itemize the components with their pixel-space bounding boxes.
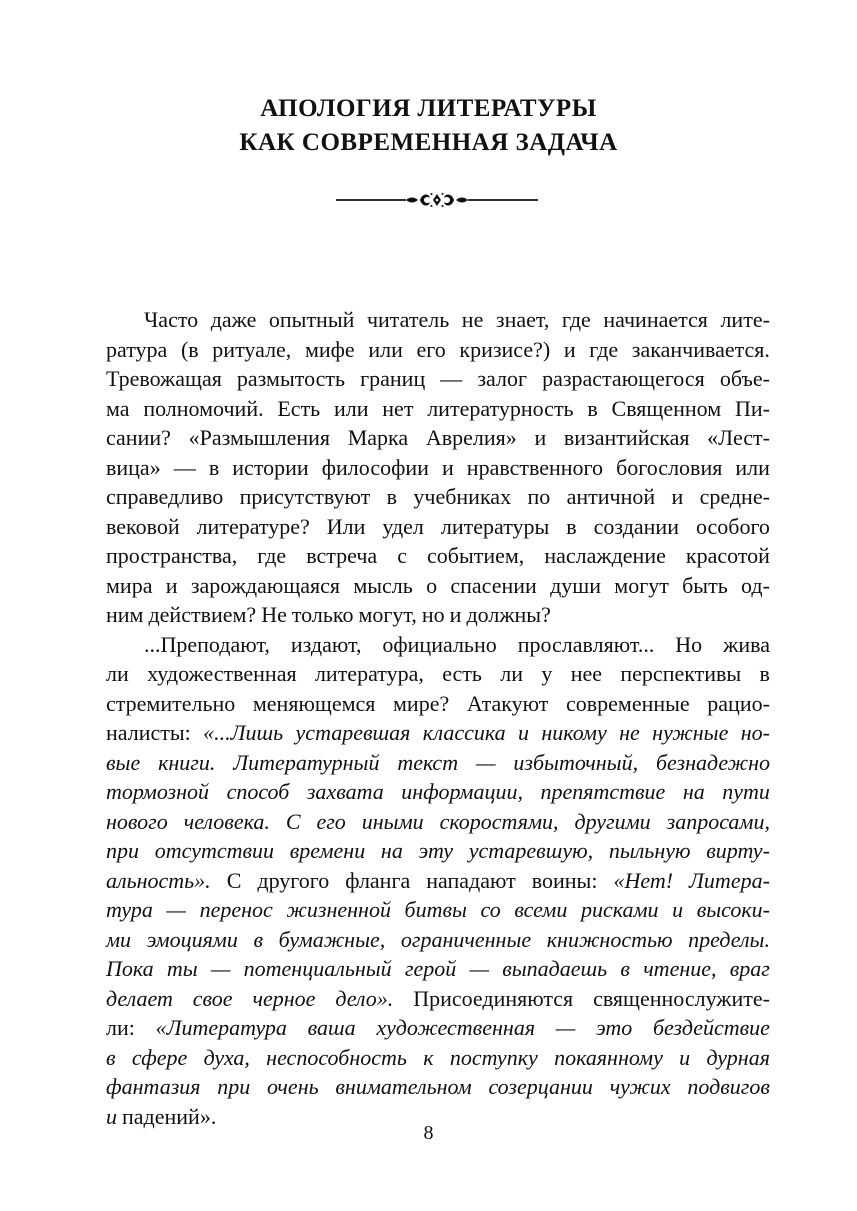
text-word: литература, <box>314 661 424 686</box>
text-word: к <box>423 1044 434 1070</box>
text-word: падений». <box>122 1103 217 1129</box>
text-word: литературе? <box>196 513 310 539</box>
text-word: Есть <box>277 395 321 421</box>
text-word: Аврелия» <box>425 425 517 450</box>
text-word: быть <box>682 572 728 598</box>
text-word: и <box>441 454 454 480</box>
text-word: священнослужите- <box>593 985 770 1011</box>
text-word: и <box>534 425 547 450</box>
text-word: литературы <box>440 513 550 539</box>
text-word: особого <box>695 513 770 539</box>
text-word: могут <box>614 572 669 598</box>
text-word: но <box>421 602 445 627</box>
text-word: и <box>518 720 530 745</box>
text-word: есть <box>442 661 482 686</box>
chapter-title <box>0 92 857 160</box>
text-word: удел <box>382 513 424 539</box>
text-word: нет <box>382 395 414 421</box>
text-word: при <box>106 838 139 863</box>
text-line <box>106 630 770 660</box>
text-word: «...Лишь <box>203 720 284 745</box>
text-word: «Нет! <box>613 867 674 893</box>
text-word: высоки- <box>696 897 770 922</box>
text-word: классика <box>422 720 506 745</box>
text-word: перенос <box>199 897 273 922</box>
text-word: ...Преподают, <box>144 631 270 657</box>
text-word: неспособность <box>266 1044 407 1070</box>
text-word: фантазия <box>106 1074 201 1099</box>
text-word: о <box>426 572 438 598</box>
text-word: Не <box>261 602 287 627</box>
text-word: при <box>217 1074 251 1099</box>
text-word: событием, <box>426 543 525 568</box>
text-word: мысль <box>353 572 413 598</box>
text-word: воины: <box>531 867 598 893</box>
text-word: тормозной <box>106 779 210 804</box>
text-word: дурная <box>706 1044 770 1070</box>
text-word: перспективы <box>620 661 742 686</box>
text-word: нового <box>106 808 168 834</box>
text-word: нужные <box>652 720 729 745</box>
text-word: где <box>589 336 619 362</box>
text-line <box>106 925 770 955</box>
text-word: начинается <box>603 307 708 332</box>
text-word: ваша <box>307 1015 356 1040</box>
text-word: налисты: <box>106 720 191 745</box>
text-word: действием? <box>148 602 257 627</box>
text-word: ограниченные <box>400 926 532 952</box>
text-word: потенциальный <box>243 956 392 981</box>
text-word: никому <box>541 720 607 745</box>
text-word: его <box>416 336 446 362</box>
text-word: заканчивается. <box>631 336 770 362</box>
text-word: богословия <box>616 454 723 480</box>
text-word: — <box>440 366 463 391</box>
text-word: сфере <box>131 1044 188 1070</box>
chapter-title-line-2: КАК СОВРЕМЕННАЯ ЗАДАЧА <box>239 129 618 156</box>
text-word: на <box>380 838 403 863</box>
text-word: чтение, <box>643 956 717 981</box>
text-word: сании? <box>106 425 171 450</box>
text-line <box>106 571 770 601</box>
text-word: жизненной <box>286 897 391 922</box>
text-line <box>106 807 770 837</box>
text-word: или <box>368 336 403 362</box>
text-word: мира <box>106 572 153 598</box>
text-word: полномочий. <box>143 395 264 421</box>
text-word: отсутствии <box>154 838 275 863</box>
text-word: внимательном <box>335 1074 472 1099</box>
text-line <box>106 718 770 748</box>
text-word: Но <box>675 631 703 657</box>
text-word: враг <box>729 956 770 981</box>
text-word: мифе <box>304 336 355 362</box>
text-word: рисками <box>580 897 659 922</box>
text-line <box>106 305 770 335</box>
text-word: С <box>285 808 301 834</box>
text-word: в <box>208 454 220 480</box>
text-word: Атакуют <box>466 690 549 716</box>
text-word: в <box>759 661 770 686</box>
text-word: современные <box>566 690 690 716</box>
text-word: нее <box>570 661 603 686</box>
text-word: знает, <box>495 307 550 332</box>
text-word: зарождающаяся <box>190 572 341 598</box>
text-word: эмоциями <box>146 926 238 952</box>
text-word: литературность <box>427 395 574 421</box>
text-word: эту <box>418 838 454 863</box>
text-word: черное <box>252 985 316 1011</box>
text-word: — <box>555 1015 576 1040</box>
text-word: «Литература <box>155 1015 287 1040</box>
text-word: и <box>563 336 576 362</box>
text-word: мире? <box>393 690 450 716</box>
text-word: дело». <box>335 985 394 1011</box>
text-word: ма <box>106 395 130 421</box>
text-word: Литературный <box>233 749 380 775</box>
text-word: стремительно <box>106 690 236 716</box>
text-word: издают, <box>290 631 362 657</box>
text-word: пыльную <box>608 838 691 863</box>
text-word: Марка <box>347 425 409 450</box>
text-word: всеми <box>514 897 568 922</box>
text-word: препятствие <box>540 779 666 804</box>
text-word: души <box>550 572 601 598</box>
text-word: Присоединяются <box>413 985 574 1011</box>
text-word: покаянному <box>554 1044 663 1070</box>
text-word: текст <box>397 749 459 775</box>
text-word: в <box>566 513 577 539</box>
text-word: истории <box>232 454 309 480</box>
text-word: на <box>682 779 705 804</box>
text-word: вые <box>106 749 141 775</box>
text-word: и <box>106 1103 117 1129</box>
text-word: прославляют... <box>517 631 655 657</box>
text-word: устаревшая <box>295 720 411 745</box>
text-word: и <box>679 1044 691 1070</box>
ornament-divider-icon <box>334 187 540 213</box>
text-line <box>106 541 770 571</box>
text-word: С <box>226 867 242 893</box>
text-word: вица» <box>106 454 161 480</box>
text-word: «Размышления <box>188 425 331 450</box>
text-word: вековой <box>106 513 180 539</box>
text-line <box>106 777 770 807</box>
text-line <box>106 748 770 778</box>
text-word: с <box>397 543 407 568</box>
text-word: ритуале, <box>212 336 292 362</box>
text-word: в <box>386 484 398 509</box>
text-word: Литера- <box>689 867 770 893</box>
text-word: книжностью <box>546 926 673 952</box>
text-word: безнадежно <box>655 749 770 775</box>
text-word: где <box>257 543 287 568</box>
text-word: человека. <box>183 808 270 834</box>
text-word: Или <box>326 513 366 539</box>
text-word: пределы. <box>688 926 770 952</box>
text-word: учебниках <box>413 484 512 509</box>
text-word: ми <box>106 926 132 952</box>
text-word: иными <box>361 808 424 834</box>
text-word: альность». <box>106 867 211 893</box>
chapter-title-line-1: АПОЛОГИЯ ЛИТЕРАТУРЫ <box>260 95 597 122</box>
text-word: нравственного <box>466 454 604 480</box>
text-word: только <box>291 602 354 627</box>
text-word: Пи- <box>734 395 770 421</box>
text-word: должны? <box>466 602 551 627</box>
text-word: красотой <box>685 543 770 568</box>
text-word: бездействие <box>652 1015 770 1040</box>
text-word: могут, <box>358 602 417 627</box>
text-word: разрастающегося <box>542 366 705 391</box>
text-word: в <box>253 926 264 952</box>
text-word: по <box>527 484 551 509</box>
text-line <box>106 984 770 1014</box>
text-word: ли <box>106 661 129 686</box>
text-word: запросами, <box>666 808 770 834</box>
page-number: 8 <box>423 1122 434 1144</box>
text-word: средне- <box>699 484 770 509</box>
text-word: или <box>735 454 770 480</box>
text-word: меняющемся <box>252 690 376 716</box>
text-line <box>106 482 770 512</box>
text-word: и <box>672 897 684 922</box>
text-word: захвата <box>306 779 384 804</box>
text-word: не <box>619 720 640 745</box>
text-word: где <box>561 307 591 332</box>
text-word: художественная <box>376 1015 536 1040</box>
text-word: даже <box>210 307 257 332</box>
text-word: спасении <box>450 572 537 598</box>
text-word: очень <box>267 1074 319 1099</box>
text-word: ты <box>166 956 198 981</box>
text-word: герой <box>404 956 457 981</box>
text-word: «Лест- <box>707 425 770 450</box>
text-word: тура <box>106 897 153 922</box>
text-word: официально <box>382 631 497 657</box>
text-word: выпадаешь <box>502 956 608 981</box>
text-word: византийская <box>563 425 690 450</box>
text-word: свое <box>192 985 233 1011</box>
text-word: пространства, <box>106 543 238 568</box>
text-word: книги. <box>158 749 216 775</box>
text-word: — <box>173 454 196 480</box>
text-word: Часто <box>144 307 199 332</box>
text-word: Пока <box>106 956 154 981</box>
text-word: рацио- <box>707 690 770 716</box>
text-word: ним <box>106 602 144 627</box>
text-word: фланга <box>345 867 411 893</box>
text-word: присутствуют <box>239 484 371 509</box>
text-word: или <box>333 395 369 421</box>
text-word: (в <box>180 336 199 362</box>
text-word: поступку <box>449 1044 538 1070</box>
text-word: в <box>620 956 630 981</box>
text-word: од- <box>741 572 770 598</box>
text-line <box>106 364 770 394</box>
text-word: залог <box>477 366 527 391</box>
text-word: другими <box>574 808 651 834</box>
text-word: ли: <box>106 1015 135 1040</box>
text-word: философии <box>321 454 429 480</box>
text-word: и <box>671 484 684 509</box>
text-word: кризисе?) <box>459 336 551 362</box>
text-word: у <box>541 661 553 686</box>
text-word: другого <box>257 867 330 893</box>
text-word: но- <box>740 720 770 745</box>
text-line <box>106 895 770 925</box>
body-text <box>106 305 770 1131</box>
text-word: опытный <box>268 307 355 332</box>
text-line <box>106 954 770 984</box>
text-word: читатель <box>366 307 450 332</box>
text-word: бумажные, <box>278 926 386 952</box>
text-word: справедливо <box>106 484 224 509</box>
text-line <box>106 836 770 866</box>
text-word: объе- <box>719 366 770 391</box>
text-word: делает <box>106 985 173 1011</box>
text-line <box>106 689 770 719</box>
text-word: ли <box>500 661 524 686</box>
text-word: ратура <box>106 336 168 362</box>
text-word: — <box>166 897 186 922</box>
text-word: устаревшую, <box>468 838 594 863</box>
text-word: — <box>469 956 489 981</box>
text-word: чужих <box>609 1074 671 1099</box>
text-word: способ <box>226 779 290 804</box>
text-line <box>106 512 770 542</box>
text-word: в <box>106 1044 116 1070</box>
text-word: времени <box>289 838 366 863</box>
text-word: духа, <box>203 1044 250 1070</box>
text-line <box>106 866 770 896</box>
text-word: встреча <box>306 543 378 568</box>
text-line <box>106 1043 770 1073</box>
text-line <box>106 453 770 483</box>
text-word: избыточный, <box>513 749 639 775</box>
text-word: размытость <box>236 366 346 391</box>
text-word: и <box>449 602 462 627</box>
text-word: вирту- <box>706 838 770 863</box>
text-line <box>106 600 770 630</box>
text-word: и <box>165 572 178 598</box>
text-word: не <box>461 307 484 332</box>
text-line <box>106 1013 770 1043</box>
text-word: созерцании <box>488 1074 593 1099</box>
text-word: подвигов <box>687 1074 770 1099</box>
text-line <box>106 1072 770 1102</box>
text-line <box>106 335 770 365</box>
text-word: скоростями, <box>439 808 559 834</box>
text-word: создании <box>593 513 679 539</box>
text-word: Тревожащая <box>106 366 222 391</box>
text-word: это <box>595 1015 633 1040</box>
text-word: нападают <box>426 867 516 893</box>
text-word: — <box>210 956 231 981</box>
text-line <box>106 394 770 424</box>
text-word: его <box>316 808 346 834</box>
text-word: пути <box>722 779 770 804</box>
text-word: жива <box>723 631 770 657</box>
text-word: античной <box>566 484 656 509</box>
text-word: лите- <box>720 307 770 332</box>
text-word: информации, <box>401 779 523 804</box>
text-word: в <box>587 395 598 421</box>
text-word: битвы <box>404 897 467 922</box>
text-word: со <box>480 897 501 922</box>
text-word: Священном <box>611 395 722 421</box>
text-word: — <box>475 749 496 775</box>
text-word: наслаждение <box>544 543 666 568</box>
text-word: художественная <box>147 661 297 686</box>
text-line <box>106 423 770 453</box>
text-line <box>106 659 770 689</box>
text-word: границ <box>360 366 426 391</box>
